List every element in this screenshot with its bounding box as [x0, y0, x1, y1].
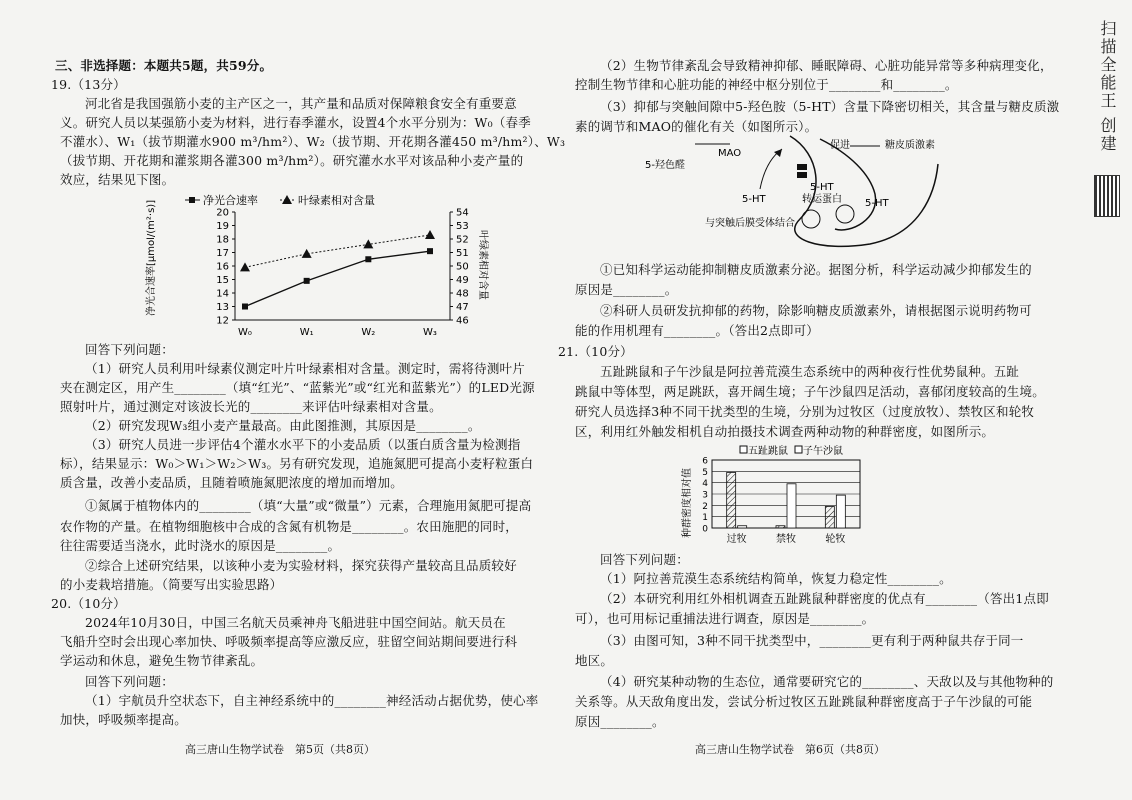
question-19-number: 19.（13分） [51, 77, 126, 92]
answer-prompt: 回答下列问题： [85, 342, 174, 357]
promote-label: 促进 [830, 140, 850, 151]
text-line: （1）阿拉善荒漠生态系统结构简单，恢复力稳定性________。 [600, 571, 952, 586]
series-chlorophyll-line [245, 235, 430, 267]
photosynthesis-line-chart [140, 190, 500, 342]
text-line: ①氮属于植物体内的________（填“大量”或“微量”）元素，合理施用氮肥可提高 [85, 498, 532, 513]
y-left-tick-label: 14 [216, 288, 229, 300]
text-line: ①已知科学运动能抑制糖皮质激素分泌。据图分析，科学运动减少抑郁发生的 [600, 262, 1032, 277]
text-line: （4）研究某种动物的生态位，通常要研究它的________、天敌以及与其他物种的 [600, 674, 1054, 689]
y-right-tick-label: 46 [456, 315, 469, 327]
y-left-tick-label: 12 [216, 315, 229, 327]
scanner-watermark [1090, 20, 1126, 220]
bar-ziwu [836, 495, 845, 528]
vesicle [802, 210, 820, 228]
bar-wuzhi [825, 506, 834, 528]
text-line: 原因________。 [575, 714, 665, 729]
legend-chlorophyll: 叶绿素相对含量 [298, 194, 375, 207]
left-page [51, 0, 566, 800]
y-left-tick-label: 17 [216, 248, 229, 259]
ht-left-label: 5-HT [742, 194, 766, 205]
section-heading: 三、非选择题：本题共5题，共59分。 [55, 58, 273, 73]
y-right-tick-label: 54 [456, 207, 469, 219]
text-line: 原因是________。 [575, 282, 678, 297]
y-left-tick-label: 18 [216, 234, 229, 246]
net-photosynthesis-point [304, 278, 310, 284]
vesicle [836, 205, 854, 223]
text-line: （2）生物节律紊乱会导致精神抑郁、睡眠障碍、心脏功能异常等多种病理变化， [600, 58, 1053, 73]
legend-ziwu: 子午沙鼠 [803, 446, 843, 457]
y-right-tick-label: 52 [456, 234, 469, 246]
y-axis-left-label: 净光合速率[μmol/(m²·s)] [146, 199, 157, 316]
text-line: （3）由图可知，3种不同干扰类型中，________更有利于两种鼠共存于同一 [600, 633, 1024, 648]
question-20-number: 20.（10分） [51, 596, 126, 611]
y-right-tick-label: 51 [456, 248, 469, 259]
text-line: 地区。 [575, 653, 614, 668]
text-line: 不灌水）、W₁（拔节期灌水900 m³/hm²）、W₂（拔节期、开花期各灌450 m³/hm²）、W₃ [60, 134, 566, 149]
right-page [558, 0, 1060, 800]
receptor-label: 与突触后膜受体结合 [705, 218, 795, 229]
glucocorticoid-label: 糖皮质激素 [885, 140, 935, 151]
legend-swatch-ziwu [795, 446, 802, 453]
bar-y-tick-label: 2 [702, 501, 708, 512]
text-line: 农作物的产量。在植物细胞核中合成的含氮有机物是________。农田施肥的同时， [60, 519, 519, 534]
bar-y-tick-label: 5 [702, 467, 708, 478]
y-left-tick-label: 20 [216, 207, 229, 219]
text-line: ②综合上述研究结果，以该种小麦为实验材料，探究获得产量较高且品质较好 [85, 558, 517, 573]
text-line: 跳鼠中等体型，两足跳跃，喜开阔生境；子午沙鼠四足活动，喜郁闭度较高的生境。 [575, 384, 1045, 399]
y-right-tick-label: 50 [456, 261, 469, 273]
y-left-tick-label: 16 [216, 261, 229, 273]
bar-y-tick-label: 3 [702, 490, 708, 501]
legend-marker-triangle [282, 195, 292, 204]
y-axis-right-label: 叶绿素相对含量 [477, 230, 488, 300]
bar-y-axis-label: 种群密度相对值 [682, 468, 693, 538]
text-line: 河北省是我国强筋小麦的主产区之一，其产量和品质对保障粮食安全有重要意 [85, 96, 517, 111]
chlorophyll-point [302, 249, 312, 258]
bar-x-tick-label: 轮牧 [825, 534, 846, 545]
x-tick-label: W₂ [361, 327, 376, 338]
bar-y-tick-label: 4 [702, 479, 708, 490]
chlorophyll-point [240, 262, 250, 271]
text-line: 关系等。从天敌角度出发，尝试分析过牧区五趾跳鼠种群密度高于子午沙鼠的可能 [575, 694, 1033, 709]
net-photosynthesis-point [427, 248, 433, 254]
bar-wuzhi [727, 472, 736, 528]
text-line: 飞船升空时会出现心率加快、呼吸频率提高等应激反应，驻留空间站期间要进行科 [60, 634, 518, 649]
chlorophyll-point [425, 230, 435, 239]
legend-marker-square [189, 197, 195, 203]
hydroxy-label: 5-羟色醛 [645, 160, 685, 171]
y-right-tick-label: 48 [456, 288, 469, 300]
page-footer-right: 高三唐山生物学试卷 第6页（共8页） [695, 743, 885, 756]
bar-y-tick-label: 6 [702, 456, 708, 467]
text-line: 往往需要适当浇水，此时浇水的原因是________。 [60, 538, 341, 553]
ht-mid-label: 5-HT [810, 182, 834, 193]
question-21-number: 21.（10分） [558, 344, 633, 359]
y-right-tick-label: 53 [456, 221, 469, 232]
x-tick-label: W₀ [238, 327, 252, 338]
x-tick-label: W₁ [299, 327, 314, 338]
y-right-tick-label: 47 [456, 302, 469, 313]
text-line: 标），结果显示：W₀＞W₁＞W₂＞W₃。另有研究发现，追施氮肥可提高小麦籽粒蛋白 [60, 456, 534, 471]
text-line: 加快，呼吸频率提高。 [60, 712, 188, 727]
mao-label: MAO [718, 148, 742, 159]
text-line: 2024年10月30日，中国三名航天员乘神舟飞船进驻中国空间站。航天员在 [85, 615, 506, 630]
qr-code-icon [1094, 175, 1120, 217]
net-photosynthesis-point [242, 304, 248, 310]
y-left-tick-label: 19 [216, 221, 229, 232]
text-line: （3）抑郁与突触间隙中5-羟色胺（5-HT）含量下降密切相关，其含量与糖皮质激 [600, 99, 1060, 114]
bar-y-tick-label: 1 [702, 513, 708, 524]
text-line: （1）宇航员升空状态下，自主神经系统中的________神经活动占据优势，使心率 [85, 693, 539, 708]
transporter-label: 转运蛋白 [802, 194, 842, 205]
text-line: 照射叶片，通过测定对该波长光的________来评估叶绿素相对含量。 [60, 399, 442, 414]
bar-ziwu [787, 484, 796, 528]
watermark-text: 扫描全能王 创建 [1098, 20, 1117, 154]
chart-legend [185, 193, 375, 207]
bar-ziwu [738, 526, 747, 528]
bar-x-tick-label: 禁牧 [776, 534, 796, 545]
serotonin-synapse-diagram [645, 134, 940, 252]
text-line: （2）本研究利用红外相机调查五趾跳鼠种群密度的优点有________（答出1点即 [600, 591, 1049, 606]
text-line: 夹在测定区，用产生________（填“红光”、“蓝紫光”或“红光和蓝紫光”）的LED光源 [60, 380, 535, 395]
y-left-tick-label: 13 [216, 302, 229, 313]
net-photosynthesis-point [365, 256, 371, 262]
text-line: （2）研究发现W₃组小麦产量最高。由此图推测，其原因是________。 [85, 418, 481, 433]
legend-net-photosynthesis: 净光合速率 [203, 194, 258, 207]
legend-swatch-wuzhi [740, 446, 747, 453]
text-line: 可），也可用标记重捕法进行调查，原因是________。 [575, 611, 875, 626]
text-line: 研究人员选择3种不同干扰类型的生境，分别为过牧区（过度放牧）、禁牧区和轮牧 [575, 404, 1035, 419]
bar-x-tick-label: 过牧 [726, 534, 747, 545]
y-right-tick-label: 49 [456, 275, 469, 286]
text-line: 效应，结果见下图。 [60, 172, 175, 187]
legend-wuzhi: 五趾跳鼠 [748, 446, 788, 457]
text-line: 质含量，改善小麦品质，且随着喷施氮肥浓度的增加而增加。 [60, 475, 403, 490]
ht-right-label: 5-HT [865, 198, 889, 209]
text-line: （3）研究人员进一步评估4个灌水水平下的小麦品质（以蛋白质含量为检测指 [85, 437, 521, 452]
text-line: 区，利用红外触发相机自动拍摄技术调查两种动物的种群密度，如图所示。 [575, 424, 995, 439]
page-footer-left: 高三唐山生物学试卷 第5页（共8页） [185, 743, 375, 756]
receptor-block [797, 172, 807, 178]
text-line: （1）研究人员利用叶绿素仪测定叶片叶绿素相对含量。测定时，需将待测叶片 [85, 361, 525, 376]
answer-prompt: 回答下列问题： [85, 674, 174, 689]
bar-legend [740, 444, 843, 457]
text-line: 能的作用机理有________。（答出2点即可） [575, 323, 820, 338]
text-line: ②科研人员研发抗抑郁的药物，除影响糖皮质激素外，请根据图示说明药物可 [600, 303, 1032, 318]
text-line: 五趾跳鼠和子午沙鼠是阿拉善荒漠生态系统中的两种夜行性优势鼠种。五趾 [600, 364, 1020, 379]
series-net-photosynthesis-line [245, 251, 430, 306]
text-line: （拔节期、开花期和灌浆期各灌300 m³/hm²）。研究灌水水平对该品种小麦产量的 [60, 153, 524, 168]
text-line: 义。研究人员以某强筋小麦为材料，进行春季灌水，设置4个水平分别为：W₀（春季 [60, 115, 531, 130]
text-line: 素的调节和MAO的催化有关（如图所示）。 [575, 119, 818, 134]
text-line: 学运动和休息，避免生物节律紊乱。 [60, 653, 264, 668]
x-tick-label: W₃ [423, 327, 437, 338]
y-left-tick-label: 15 [216, 275, 229, 286]
receptor-block [797, 164, 807, 170]
bar-y-tick-label: 0 [702, 524, 708, 535]
text-line: 的小麦栽培措施。（简要写出实验思路） [60, 577, 283, 592]
answer-prompt: 回答下列问题： [600, 552, 689, 567]
rodent-density-bar-chart [680, 444, 920, 550]
text-line: 控制生物节律和心脏功能的神经中枢分别位于________和________。 [575, 77, 958, 92]
bar-wuzhi [776, 526, 785, 528]
